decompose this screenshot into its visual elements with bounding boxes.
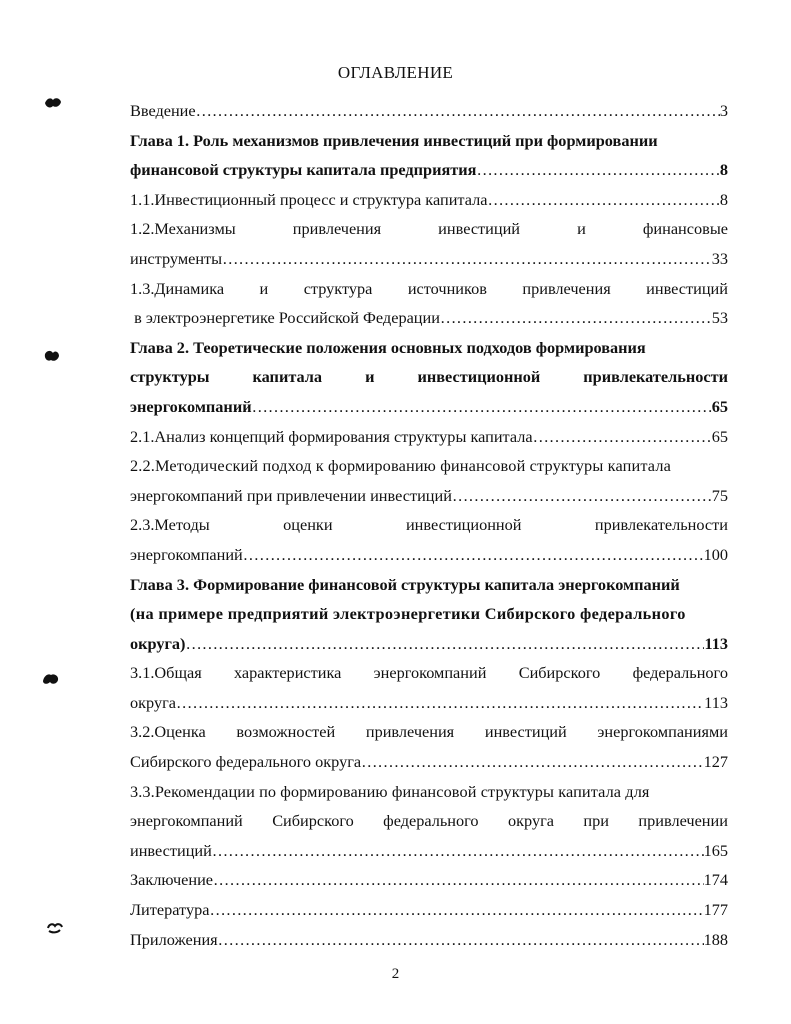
page-number: 2 [391, 966, 400, 982]
toc-entry-3-1-line-1[interactable]: 3.1.Общая характеристика энергокомпаний Сибирского федерального [130, 663, 728, 683]
toc-entry-3-3-line-1[interactable]: 3.3.Рекомендации по формированию финансовой структуры капитала для [130, 781, 650, 801]
toc-entry-chapter-3-line-2[interactable]: (на примере предприятий электроэнергетики Сибирского федерального [130, 604, 686, 624]
table-of-contents [130, 96, 728, 954]
toc-entry-2-1[interactable]: 2.1.Анализ концепций формирования структуры капитала ……………………………………………………………………………………………………………………………………………………………………………………………… 65 [130, 422, 728, 452]
toc-entry-1-3-line-1[interactable]: 1.3.Динамика и структура источников привлечения инвестиций [130, 278, 728, 298]
toc-entry-chapter-2-line-3[interactable]: энергокомпаний ……………………………………………………………………………………………………………………………………………………………………………………………… 65 [130, 392, 728, 422]
toc-entry-chapter-3-line-1[interactable]: Глава 3. Формирование финансовой структуры капитала энергокомпаний [130, 574, 680, 594]
scan-mark-icon [43, 349, 61, 363]
toc-entry-2-2-line-1[interactable]: 2.2.Методический подход к формированию финансовой структуры капитала [130, 456, 671, 476]
toc-entry-3-2-line-1[interactable]: 3.2.Оценка возможностей привлечения инвестиций энергокомпаниями [130, 722, 728, 742]
toc-entry-chapter-1-line-2[interactable]: финансовой структуры капитала предприятия ……………………………………………………………………………………………………………………………………………………………………………………………… 8 [130, 155, 728, 185]
toc-title: ОГЛАВЛЕНИЕ [337, 63, 454, 82]
toc-entry-3-1-line-2[interactable]: округа ……………………………………………………………………………………………………………………………………………………………………………………………… 113 [130, 688, 728, 718]
toc-entry-1-3-line-2[interactable]: в электроэнергетике Российской Федерации ……………………………………………………………………………………………………………………………………………………………………………………………… 53 [130, 303, 728, 333]
toc-entry-1-2-line-1[interactable]: 1.2.Механизмы привлечения инвестиций и финансовые [130, 219, 728, 239]
toc-entry-3-2-line-2[interactable]: Сибирского федерального округа ……………………………………………………………………………………………………………………………………………………………………………………………… 127 [130, 747, 728, 777]
toc-entry-1-2-line-2[interactable]: инструменты ……………………………………………………………………………………………………………………………………………………………………………………………… 33 [130, 244, 728, 274]
toc-entry-literature[interactable]: Литература ……………………………………………………………………………………………………………………………………………………………………………………………… 177 [130, 895, 728, 925]
toc-entry-3-3-line-2[interactable]: энергокомпаний Сибирского федерального округа при привлечении [130, 811, 728, 831]
toc-entry-conclusion[interactable]: Заключение ……………………………………………………………………………………………………………………………………………………………………………………………… 174 [130, 865, 728, 895]
toc-entry-2-3-line-2[interactable]: энергокомпаний ……………………………………………………………………………………………………………………………………………………………………………………………… 100 [130, 540, 728, 570]
toc-entry-chapter-3-line-3[interactable]: округа) ……………………………………………………………………………………………………………………………………………………………………………………………… 113 [130, 629, 728, 659]
scan-mark-icon [42, 672, 60, 686]
toc-entry-2-3-line-1[interactable]: 2.3.Методы оценки инвестиционной привлекательности [130, 515, 728, 535]
toc-entry-chapter-2-line-1[interactable]: Глава 2. Теоретические положения основных подходов формирования [130, 337, 646, 357]
toc-entry-2-2-line-2[interactable]: энергокомпаний при привлечении инвестиций ……………………………………………………………………………………………………………………………………………………………………………………………… 75 [130, 481, 728, 511]
toc-entry-1-1[interactable]: 1.1.Инвестиционный процесс и структура капитала ……………………………………………………………………………………………………………………………………………………………………………………………… 8 [130, 185, 728, 215]
scan-mark-icon [46, 921, 64, 935]
toc-entry-chapter-1-line-1[interactable]: Глава 1. Роль механизмов привлечения инвестиций при формировании [130, 130, 658, 150]
toc-entry-intro[interactable]: Введение ……………………………………………………………………………………………………………………………………………………………………………………………… 3 [130, 96, 728, 126]
toc-entry-3-3-line-3[interactable]: инвестиций ……………………………………………………………………………………………………………………………………………………………………………………………… 165 [130, 836, 728, 866]
scan-mark-icon [44, 96, 62, 110]
toc-entry-chapter-2-line-2[interactable]: структуры капитала и инвестиционной привлекательности [130, 367, 728, 387]
toc-entry-appendices[interactable]: Приложения ……………………………………………………………………………………………………………………………………………………………………………………………… 188 [130, 925, 728, 955]
